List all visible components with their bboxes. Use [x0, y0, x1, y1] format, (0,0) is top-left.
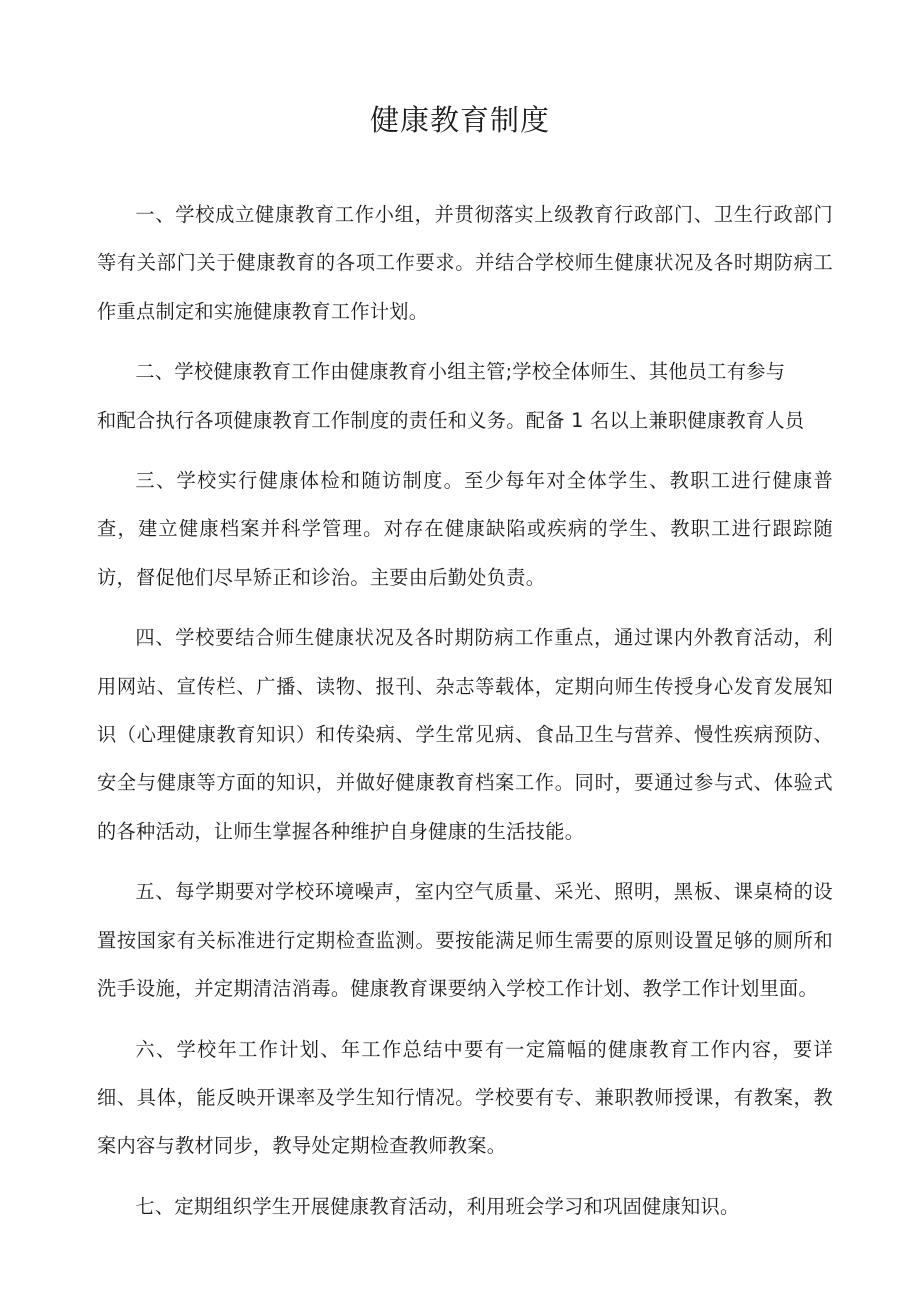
paragraph-4: 四、学校要结合师生健康状况及各时期防病工作重点，通过课内外教育活动，利用网站、宣传栏、广播、读物、报刊、杂志等载体，定期向师生传授身心发育发展知识（心理健康教育知识）和传染病、学生常见病、食品卫生与营养、慢性疾病预防、安全与健康等方面的知识，并做好健康教育档案工作。同时，要通过参与式、体验式的各种活动，让师生掌握各种维护自身健康的生活技能。 [97, 626, 833, 843]
paragraph-1: 一、学校成立健康教育工作小组，并贯彻落实上级教育行政部门、卫生行政部门等有关部门关于健康教育的各项工作要求。并结合学校师生健康状况及各时期防病工作重点制定和实施健康教育工作计划。 [97, 203, 833, 323]
paragraph-5: 五、每学期要对学校环境噪声，室内空气质量、采光、照明，黑板、课桌椅的设置按国家有关标准进行定期检查监测。要按能满足师生需要的原则设置足够的厕所和洗手设施，并定期清洁消毒。健康教育课要纳入学校工作计划、教学工作计划里面。 [97, 880, 833, 1001]
paragraph-7: 七、定期组织学生开展健康教育活动，利用班会学习和巩固健康知识。 [135, 1194, 740, 1218]
paragraph-3: 三、学校实行健康体检和随访制度。至少每年对全体学生、教职工进行健康普查，建立健康档案并科学管理。对存在健康缺陷或疾病的学生、教职工进行跟踪随访，督促他们尽早矫正和诊治。主要由后勤处负责。 [97, 469, 833, 589]
paragraph-6: 六、学校年工作计划、年工作总结中要有一定篇幅的健康教育工作内容，要详细、具体，能反映开课率及学生知行情况。学校要有专、兼职教师授课，有教案，教案内容与教材同步，教导处定期检查教师教案。 [97, 1037, 833, 1158]
document-body [97, 191, 833, 1243]
paragraph-2: 二、学校健康教育工作由健康教育小组主管;学校全体师生、其他员工有参与 和配合执行各项健康教育工作制度的责任和义务。配备 1 名以上兼职健康教育人员 [97, 360, 805, 432]
document-title: 健康教育制度 [369, 103, 550, 137]
